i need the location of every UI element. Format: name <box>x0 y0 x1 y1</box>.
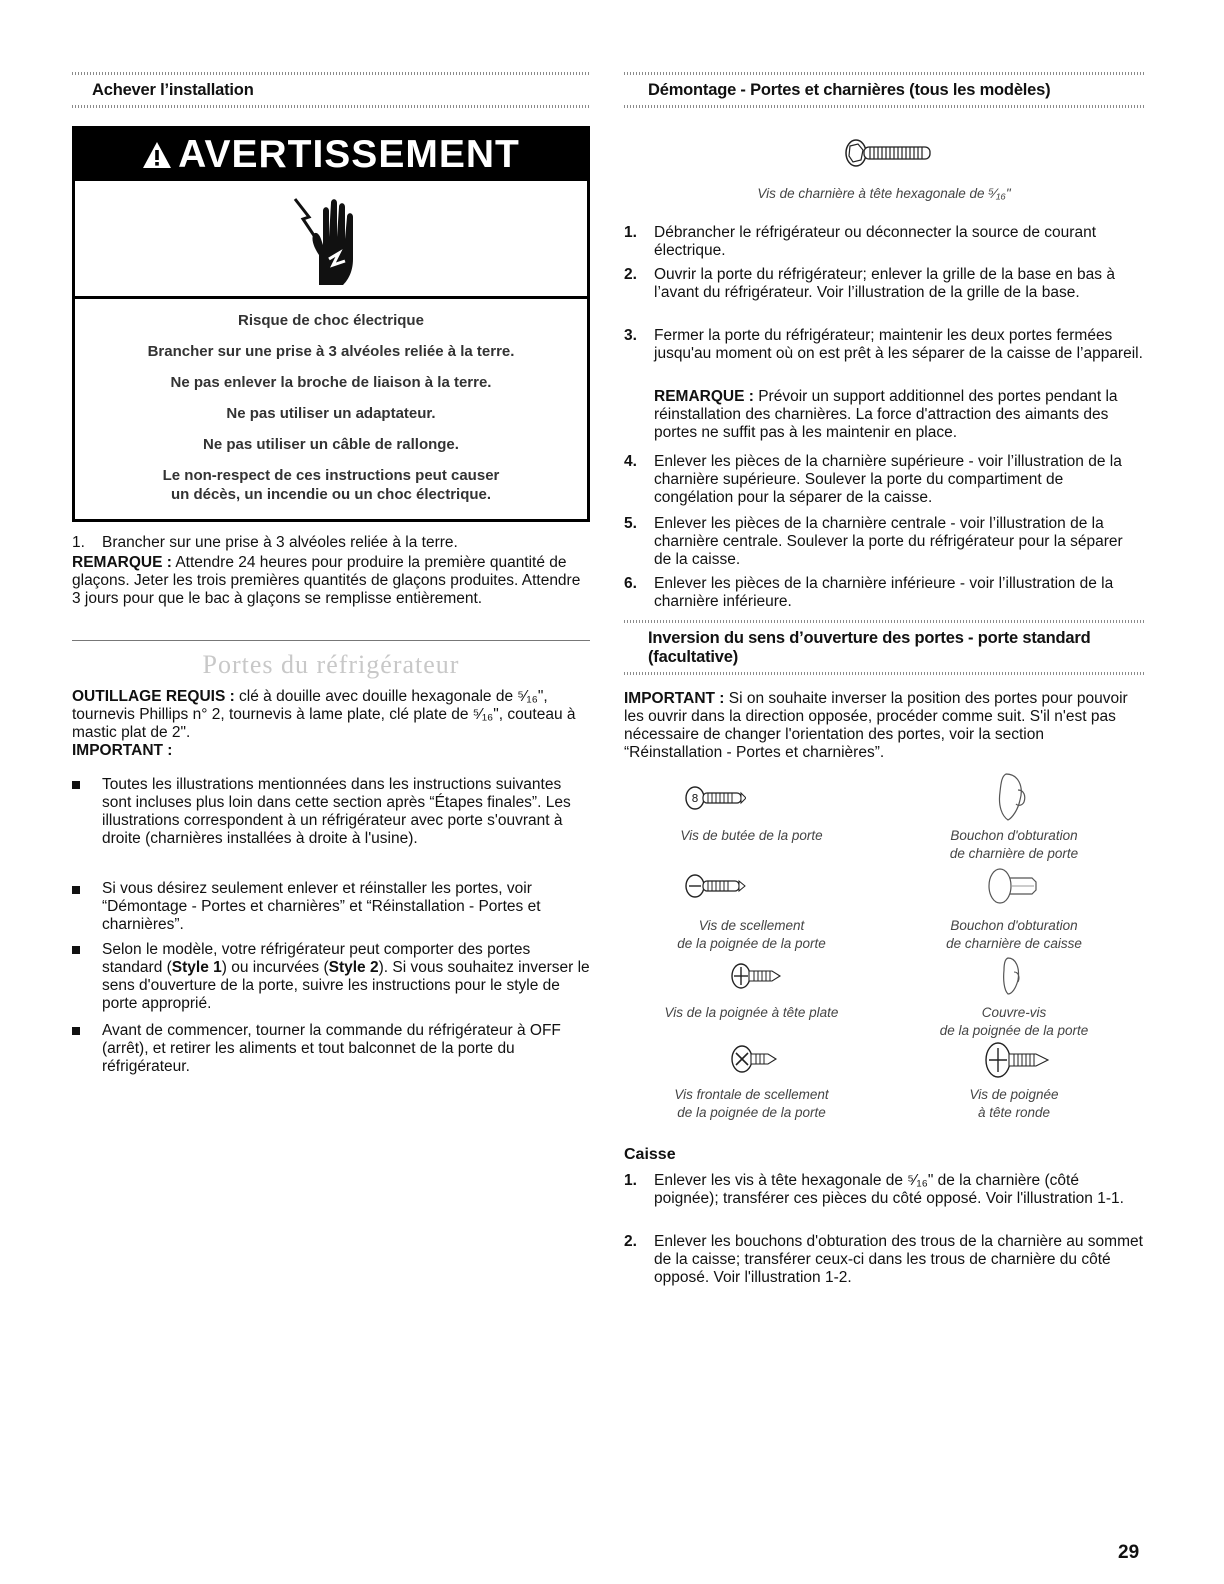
warning-line: Brancher sur une prise à 3 alvéoles reliée à la terre. <box>147 343 515 360</box>
bullet <box>72 781 80 789</box>
warning-box <box>72 126 590 522</box>
bullet-text: Toutes les illustrations mentionnées dans les instructions suivantes sont incluses plus loin dans cette section après “Étapes finales”. Les illustrations correspondent à un réfrigérateur avec porte s'ouvrant à droite (charnières installées à droite à l'usine). <box>102 776 571 847</box>
warning-text <box>75 299 587 504</box>
section-title: Achever l’installation <box>92 81 254 99</box>
bullet <box>72 946 80 954</box>
page-number: 29 <box>1118 1542 1140 1563</box>
outillage-paragraph: OUTILLAGE REQUIS : clé à douille avec douille hexagonale de ⁵⁄₁₆", tournevis Phillips n° 2, tournevis à lame plate, clé plate de ⁵⁄₁₆", couteau à mastic plat de 2". <box>72 688 576 741</box>
caisse-title: Caisse <box>624 1146 676 1163</box>
step-number: 2. <box>624 1233 637 1250</box>
warning-line: Ne pas utiliser un adaptateur. <box>226 405 436 422</box>
bullet <box>72 886 80 894</box>
warning-line: Ne pas utiliser un câble de rallonge. <box>203 436 459 453</box>
step-text: Enlever les pièces de la charnière supérieure - voir l’illustration de la charnière supérieure. Soulever la porte du compartiment de congélation pour la séparer de la caisse. <box>654 453 1122 506</box>
warning-line: Le non-respect de ces instructions peut causer <box>162 467 500 484</box>
step-text: Enlever les pièces de la charnière centrale - voir l’illustration de la charnière centrale. Soulever la porte du réfrigérateur pour la séparer de la caisse. <box>654 515 1123 568</box>
warning-triangle-icon <box>142 141 172 169</box>
part-caption: Vis de butée de la porte <box>680 828 823 843</box>
step-text: Enlever les bouchons d'obturation des trous de la charnière au sommet de la caisse; transférer ceux-ci dans les trous de charnière du côté opposé. Voir l'illustration 1-2. <box>654 1233 1143 1286</box>
dotted-rule <box>72 105 590 108</box>
step-text: Ouvrir la porte du réfrigérateur; enlever la grille de la base en bas à l’avant du réfrigérateur. Voir l’illustration de la grille de la base. <box>654 266 1115 301</box>
warning-line: un décès, un incendie ou un choc électrique. <box>170 486 492 503</box>
part-caption: Vis de la poignée à tête plate <box>664 1005 839 1020</box>
remarque-paragraph: REMARQUE : Prévoir un support additionnel des portes pendant la réinstallation des charnières. La force d'attraction des aimants des portes ne suffit pas à les maintenir en place. <box>654 388 1118 441</box>
step-number: 1. <box>624 224 637 241</box>
bullet-text-style: Selon le modèle, votre réfrigérateur peut comporter des portes standard (Style 1) ou incurvées (Style 2). Si vous souhaitez inverser le sens d'ouverture de la porte, suivre les instructions pour le style de porte approprié. <box>102 941 590 1012</box>
handle-screw-cover-icon <box>1000 956 1022 996</box>
part-caption: Vis frontale de scellement de la poignée de la porte <box>674 1087 829 1120</box>
step-number: 5. <box>624 515 637 532</box>
section-title: Démontage - Portes et charnières (tous les modèles) <box>648 81 1051 99</box>
warning-title: AVERTISSEMENT <box>75 129 587 181</box>
part-caption: Bouchon d'obturation de charnière de porte <box>949 828 1079 861</box>
step-number: 6. <box>624 575 637 592</box>
bullet <box>72 1027 80 1035</box>
section-header-demontage <box>624 72 1144 108</box>
handle-seal-screw-icon <box>684 873 746 899</box>
important-paragraph: IMPORTANT : Si on souhaite inverser la position des portes pour pouvoir les ouvrir dans la direction opposée, procéder comme suit. S'il n'est pas nécessaire de changer l'orientation des portes, voir la section “Réinstallation - Portes et charnières”. <box>624 690 1128 761</box>
warning-line: Ne pas enlever la broche de liaison à la terre. <box>170 374 492 391</box>
important-label: IMPORTANT : <box>72 742 173 759</box>
section-header-inversion <box>624 620 1144 675</box>
part-caption: Couvre-vis de la poignée de la porte <box>939 1005 1089 1038</box>
svg-text:8: 8 <box>691 792 699 805</box>
screw-caption: Vis de charnière à tête hexagonale de ⁵⁄₁₆" <box>757 186 1011 201</box>
step-number: 3. <box>624 327 637 344</box>
step-text: Fermer la porte du réfrigérateur; maintenir les deux portes fermées jusqu'au moment où on est prêt à les séparer de la caisse de l’appareil. <box>654 327 1143 362</box>
cabinet-hinge-plug-icon <box>986 866 1042 906</box>
electric-shock-hand-icon <box>75 181 587 299</box>
warning-line: Risque de choc électrique <box>238 312 424 329</box>
step-text: Enlever les pièces de la charnière inférieure - voir l’illustration de la charnière inférieure. <box>654 575 1114 610</box>
door-stop-screw-icon <box>684 785 746 811</box>
section-title: Inversion du sens d’ouverture des portes - porte standard (facultative) <box>648 629 1091 666</box>
bullet-text: Si vous désirez seulement enlever et réinstaller les portes, voir “Démontage - Portes et charnières” et “Réinstallation - Portes et charnières”. <box>102 880 541 933</box>
part-caption: Bouchon d'obturation de charnière de caisse <box>946 918 1082 951</box>
flat-head-handle-screw-icon <box>730 962 782 990</box>
part-caption: Vis de poignée à tête ronde <box>969 1087 1059 1120</box>
step-text: Débrancher le réfrigérateur ou déconnecter la source de courant électrique. <box>654 224 1097 259</box>
round-head-handle-screw-icon <box>984 1040 1050 1080</box>
section-header-achever <box>72 72 590 108</box>
divider <box>72 640 590 641</box>
portes-section-title: Portes du réfrigérateur <box>202 650 460 679</box>
step-text: Brancher sur une prise à 3 alvéoles reliée à la terre. <box>102 534 458 551</box>
part-caption: Vis de scellement de la poignée de la porte <box>677 918 826 951</box>
door-hinge-plug-icon <box>994 772 1028 822</box>
remarque-paragraph: REMARQUE : Attendre 24 heures pour produire la première quantité de glaçons. Jeter les trois premières quantités de glaçons produites. Attendre 3 jours pour que le bac à glaçons se remplisse entièrement. <box>72 554 581 607</box>
step-number: 2. <box>624 266 637 283</box>
hex-hinge-screw-icon <box>844 138 934 168</box>
bullet-text: Avant de commencer, tourner la commande du réfrigérateur à OFF (arrêt), et retirer les aliments et tout balconnet de la porte du réfrigérateur. <box>102 1022 561 1075</box>
dotted-rule <box>624 105 1144 108</box>
step-number: 1. <box>624 1172 637 1189</box>
dotted-rule <box>624 672 1144 675</box>
step-number: 4. <box>624 453 637 470</box>
step-number: 1. <box>72 534 85 551</box>
front-seal-screw-icon <box>730 1044 778 1074</box>
step-text: Enlever les vis à tête hexagonale de ⁵⁄₁₆" de la charnière (côté poignée); transférer ces pièces du côté opposé. Voir l'illustration 1-1. <box>654 1172 1124 1207</box>
